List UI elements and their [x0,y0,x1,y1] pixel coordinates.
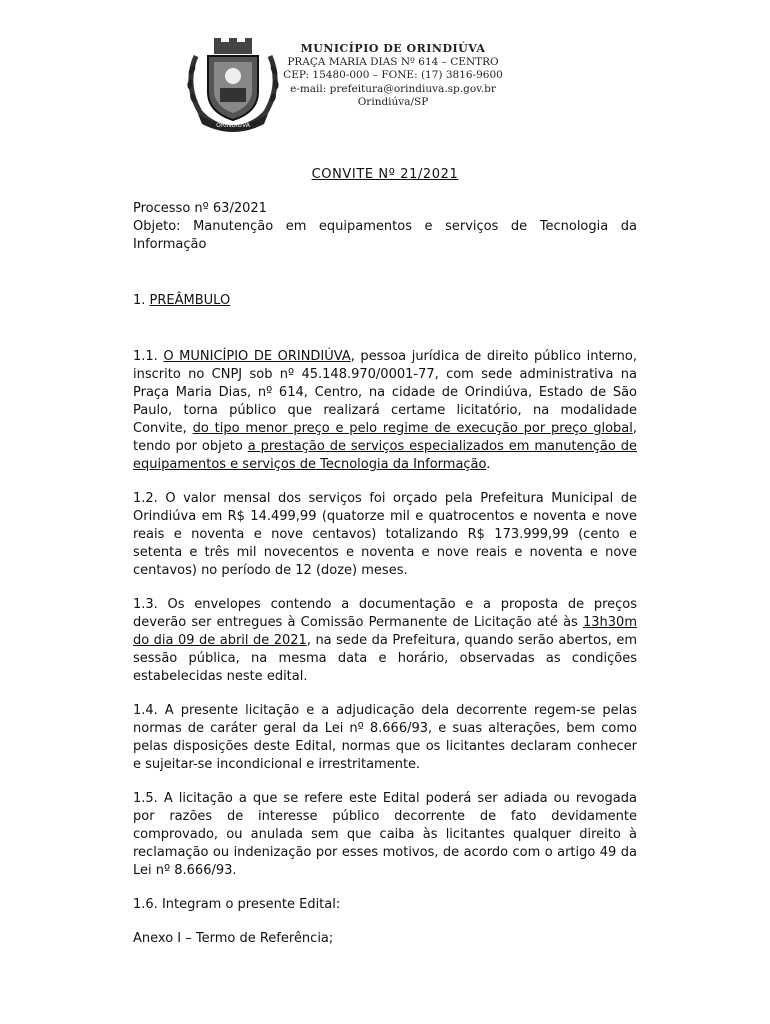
document-body [133,200,637,964]
section-title: PREÂMBULO [149,293,231,308]
letterhead-email: e-mail: prefeitura@orindiuva.sp.gov.br [290,82,496,95]
municipal-crest-icon [178,36,288,132]
letterhead [178,36,508,132]
paragraph-text: 1.3. Os envelopes contendo a documentação e a proposta de preços deverão ser entregues à Comissão Permanente de Licitação até às [133,597,637,630]
process-number: Processo nº 63/2021 [133,201,267,216]
paragraph-1-6: 1.6. Integram o presente Edital: [133,897,341,912]
paragraph-1-5: 1.5. A licitação a que se refere este Edital poderá ser adiada ou revogada por razões de interesse público decorrente de fato devidamente comprovado, ou anulada sem que caiba às licitantes qualquer direito à reclamação ou indenização por esses motivos, de acordo com o artigo 49 da Lei nº 8.666/93. [133,791,637,878]
section-heading [133,292,637,310]
deadline-datetime: 13h30m do dia 09 de abril de 2021 [133,615,637,648]
paragraph-text: . [486,457,491,472]
letterhead-title: MUNICÍPIO DE ORINDIÚVA [300,42,486,55]
section-number: 1. [133,293,150,308]
letterhead-phone: CEP: 15480-000 – FONE: (17) 3816-9600 [283,69,503,81]
paragraph-1-2: 1.2. O valor mensal dos serviços foi orçado pela Prefeitura Municipal de Orindiúva em R$ 14.499,99 (quatorze mil e quatrocentos e noventa e nove reais e noventa e nove centavos) totalizando R$ 173.999,99 (cento e setenta e três mil novecentos e noventa e nove reais e noventa e nove centavos) no período de 12 (doze) meses. [133,491,637,578]
paragraph-1-3 [133,596,637,686]
paragraph-1-1 [133,348,637,474]
objective-text: a prestação de serviços especializados em manutenção de equipamentos e serviços de Tecnologia da Informação [133,439,637,472]
svg-text:ORINDIUVA: ORINDIUVA [216,122,250,129]
paragraph-text: , tendo por objeto [133,421,637,454]
annex-item: Anexo I – Termo de Referência; [133,931,334,946]
paragraph-1-4: 1.4. A presente licitação e a adjudicação dela decorrente regem-se pelas normas de caráter geral da Lei nº 8.666/93, e suas alterações, bem como pelas disposições deste Edital, normas que os licitantes declaram conhecer e sujeitar-se incondicional e irrestritamente. [133,703,637,772]
entity-name: O MUNICÍPIO DE ORINDIÚVA [163,349,351,364]
letterhead-address: PRAÇA MARIA DIAS Nº 614 – CENTRO [287,55,499,68]
document-title: CONVITE Nº 21/2021 [311,167,459,182]
letterhead-city: Orindiúva/SP [357,96,429,108]
paragraph-text: , na sede da Prefeitura, quando serão abertos, em sessão pública, na mesma data e horário, observadas as condições estabelecidas neste edital. [133,633,637,684]
paragraph-text: , pessoa jurídica de direito público interno, inscrito no CNPJ sob nº 45.148.970/0001-77, com sede administrativa na Praça Maria Dias, nº 614, Centro, na cidade de Orindiúva, Estado de São Paulo, torna público que realizará certame licitatório, na modalidade Convite, [133,349,637,436]
paragraph-number: 1.1. [133,349,164,364]
regime-text: do tipo menor preço e pelo regime de execução por preço global [192,421,633,436]
object-line: Objeto: Manutenção em equipamentos e serviços de Tecnologia da Informação [133,219,637,252]
